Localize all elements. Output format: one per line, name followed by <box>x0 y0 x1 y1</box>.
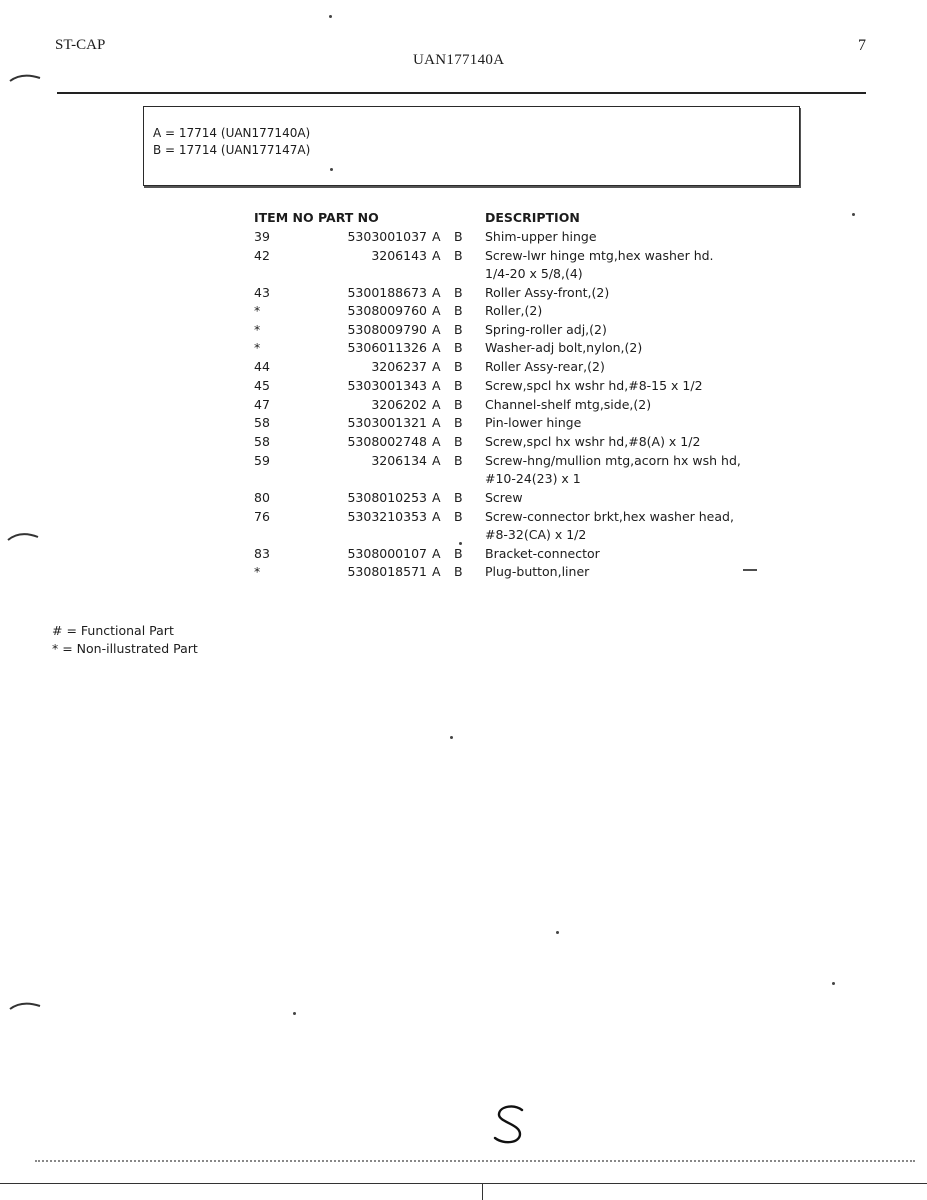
item-number: 47 <box>254 397 270 412</box>
model-a-flag: A <box>432 229 441 244</box>
model-a-flag: A <box>432 546 441 561</box>
model-a-flag: A <box>432 359 441 374</box>
part-description: Channel-shelf mtg,side,(2) <box>485 397 652 412</box>
model-b-flag: B <box>454 378 463 393</box>
punch-hole-mark <box>8 998 42 1012</box>
model-a-flag: A <box>432 378 441 393</box>
part-description: Shim-upper hinge <box>485 229 597 244</box>
part-number: 5303001321 <box>347 415 427 430</box>
model-a-flag: A <box>432 434 441 449</box>
item-number: 58 <box>254 415 270 430</box>
part-number: 5308009790 <box>347 322 427 337</box>
model-a-flag: A <box>432 509 441 524</box>
part-number: 3206202 <box>371 397 427 412</box>
model-line-b: B = 17714 (UAN177147A) <box>153 143 311 157</box>
model-a-flag: A <box>432 397 441 412</box>
part-description-continued: #10-24(23) x 1 <box>485 471 581 486</box>
scan-speck <box>330 168 333 171</box>
part-number: 5303001343 <box>347 378 427 393</box>
part-number: 5300188673 <box>347 285 427 300</box>
model-b-flag: B <box>454 229 463 244</box>
model-line-a: A = 17714 (UAN177140A) <box>153 126 311 140</box>
part-description: Screw <box>485 490 523 505</box>
scan-speck <box>329 15 332 18</box>
col-header-description: DESCRIPTION <box>485 210 580 225</box>
item-number: 39 <box>254 229 270 244</box>
part-description: Roller Assy-front,(2) <box>485 285 610 300</box>
part-description: Screw-connector brkt,hex washer head, <box>485 509 734 524</box>
part-number: 5308000107 <box>347 546 427 561</box>
legend-functional-part: # = Functional Part <box>52 623 174 638</box>
part-description: Pin-lower hinge <box>485 415 582 430</box>
part-number: 5308009760 <box>347 303 427 318</box>
model-legend-box <box>143 106 800 186</box>
model-b-flag: B <box>454 546 463 561</box>
symbol-legend <box>52 622 198 658</box>
part-number: 5303210353 <box>347 509 427 524</box>
legend-non-illustrated-part: * = Non-illustrated Part <box>52 641 198 656</box>
stray-dash-mark <box>742 567 758 573</box>
col-header-part: PART NO <box>318 210 379 225</box>
model-b-flag: B <box>454 397 463 412</box>
part-description: Roller,(2) <box>485 303 543 318</box>
model-b-flag: B <box>454 453 463 468</box>
part-description-continued: #8-32(CA) x 1/2 <box>485 527 587 542</box>
part-description-continued: 1/4-20 x 5/8,(4) <box>485 266 583 281</box>
item-number: 43 <box>254 285 270 300</box>
part-description: Screw,spcl hx wshr hd,#8-15 x 1/2 <box>485 378 703 393</box>
model-a-flag: A <box>432 303 441 318</box>
part-description: Screw-lwr hinge mtg,hex washer hd. <box>485 248 714 263</box>
part-description: Screw,spcl hx wshr hd,#8(A) x 1/2 <box>485 434 701 449</box>
punch-hole-mark <box>6 528 40 542</box>
item-number: 45 <box>254 378 270 393</box>
item-number: 58 <box>254 434 270 449</box>
model-b-flag: B <box>454 322 463 337</box>
model-a-flag: A <box>432 285 441 300</box>
part-number: 3206143 <box>371 248 427 263</box>
model-a-flag: A <box>432 322 441 337</box>
item-number: * <box>254 340 261 355</box>
item-number: * <box>254 564 261 579</box>
item-number: * <box>254 303 261 318</box>
part-number: 5308002748 <box>347 434 427 449</box>
punch-hole-mark <box>8 70 42 84</box>
part-description: Plug-button,liner <box>485 564 590 579</box>
model-a-flag: A <box>432 248 441 263</box>
col-header-item: ITEM NO <box>254 210 314 225</box>
item-number: 44 <box>254 359 270 374</box>
model-b-flag: B <box>454 248 463 263</box>
model-b-flag: B <box>454 509 463 524</box>
model-b-flag: B <box>454 434 463 449</box>
model-b-flag: B <box>454 359 463 374</box>
scan-speck <box>450 736 453 739</box>
scan-speck <box>832 982 835 985</box>
scan-edge-noise <box>35 1160 915 1162</box>
part-number: 3206134 <box>371 453 427 468</box>
model-b-flag: B <box>454 564 463 579</box>
scan-speck <box>459 542 462 545</box>
part-number: 5303001037 <box>347 229 427 244</box>
footer-rule <box>0 1183 927 1184</box>
part-number: 3206237 <box>371 359 427 374</box>
model-a-flag: A <box>432 564 441 579</box>
footer-tick <box>482 1183 483 1200</box>
header-doc-code: ST-CAP <box>55 37 106 53</box>
model-a-flag: A <box>432 490 441 505</box>
item-number: 76 <box>254 509 270 524</box>
page-number: 7 <box>858 37 866 54</box>
model-b-flag: B <box>454 340 463 355</box>
item-number: * <box>254 322 261 337</box>
part-description: Screw-hng/mullion mtg,acorn hx wsh hd, <box>485 453 741 468</box>
handwritten-s-mark <box>490 1102 530 1148</box>
part-description: Washer-adj bolt,nylon,(2) <box>485 340 643 355</box>
part-number: 5306011326 <box>347 340 427 355</box>
part-description: Spring-roller adj,(2) <box>485 322 607 337</box>
scan-speck <box>852 213 855 216</box>
model-b-flag: B <box>454 285 463 300</box>
item-number: 42 <box>254 248 270 263</box>
part-description: Roller Assy-rear,(2) <box>485 359 605 374</box>
scan-speck <box>556 931 559 934</box>
header-divider <box>57 92 866 94</box>
model-b-flag: B <box>454 415 463 430</box>
model-a-flag: A <box>432 453 441 468</box>
header-model-title: UAN177140A <box>413 52 505 68</box>
model-a-flag: A <box>432 415 441 430</box>
scan-speck <box>293 1012 296 1015</box>
model-b-flag: B <box>454 303 463 318</box>
item-number: 83 <box>254 546 270 561</box>
model-b-flag: B <box>454 490 463 505</box>
item-number: 80 <box>254 490 270 505</box>
model-a-flag: A <box>432 340 441 355</box>
part-number: 5308010253 <box>347 490 427 505</box>
part-description: Bracket-connector <box>485 546 600 561</box>
part-number: 5308018571 <box>347 564 427 579</box>
item-number: 59 <box>254 453 270 468</box>
